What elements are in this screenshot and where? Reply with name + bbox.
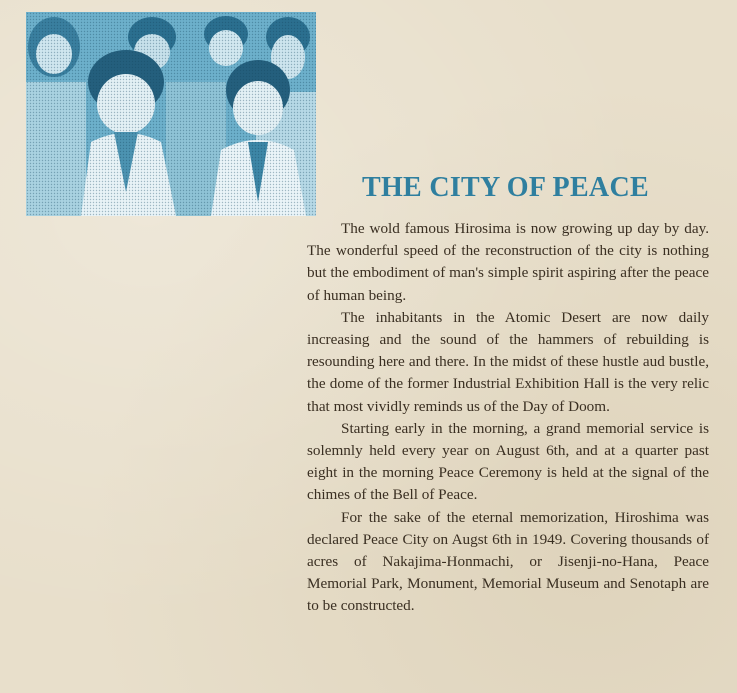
article-title: THE CITY OF PEACE	[362, 172, 649, 203]
article-body	[307, 218, 709, 618]
paragraph-1: The wold famous Hirosima is now growing up day by day. The wonderful speed of the reconstruction of the city is nothing but the embodiment of man's simple spirit aspiring after the peace of human being.	[307, 220, 709, 304]
paragraph-2: The inhabitants in the Atomic Desert are now daily increasing and the sound of the hammers of rebuilding is resounding here and there. In the midst of these hustle aud bustle, the dome of the former Industrial Exhibition Hall is the very relic that most vividly reminds us of the Day of Doom.	[307, 308, 709, 415]
children-praying-photo-icon	[26, 12, 316, 216]
paragraph-3: Starting early in the morning, a grand memorial service is solemnly held every year on August 6th, and at a quarter past eight in the morning Peace Ceremony is held at the signal of the chimes of the Bell of Peace.	[307, 419, 709, 504]
paragraph-4: For the sake of the eternal memorization, Hiroshima was declared Peace City on Augst 6th in 1949. Covering thousands of acres of Nakajima-Honmachi, or Jisenji-no-Hana, Peace Memorial Park, Monument, Memorial Museum and Senotaph are to be constructed.	[307, 508, 709, 615]
